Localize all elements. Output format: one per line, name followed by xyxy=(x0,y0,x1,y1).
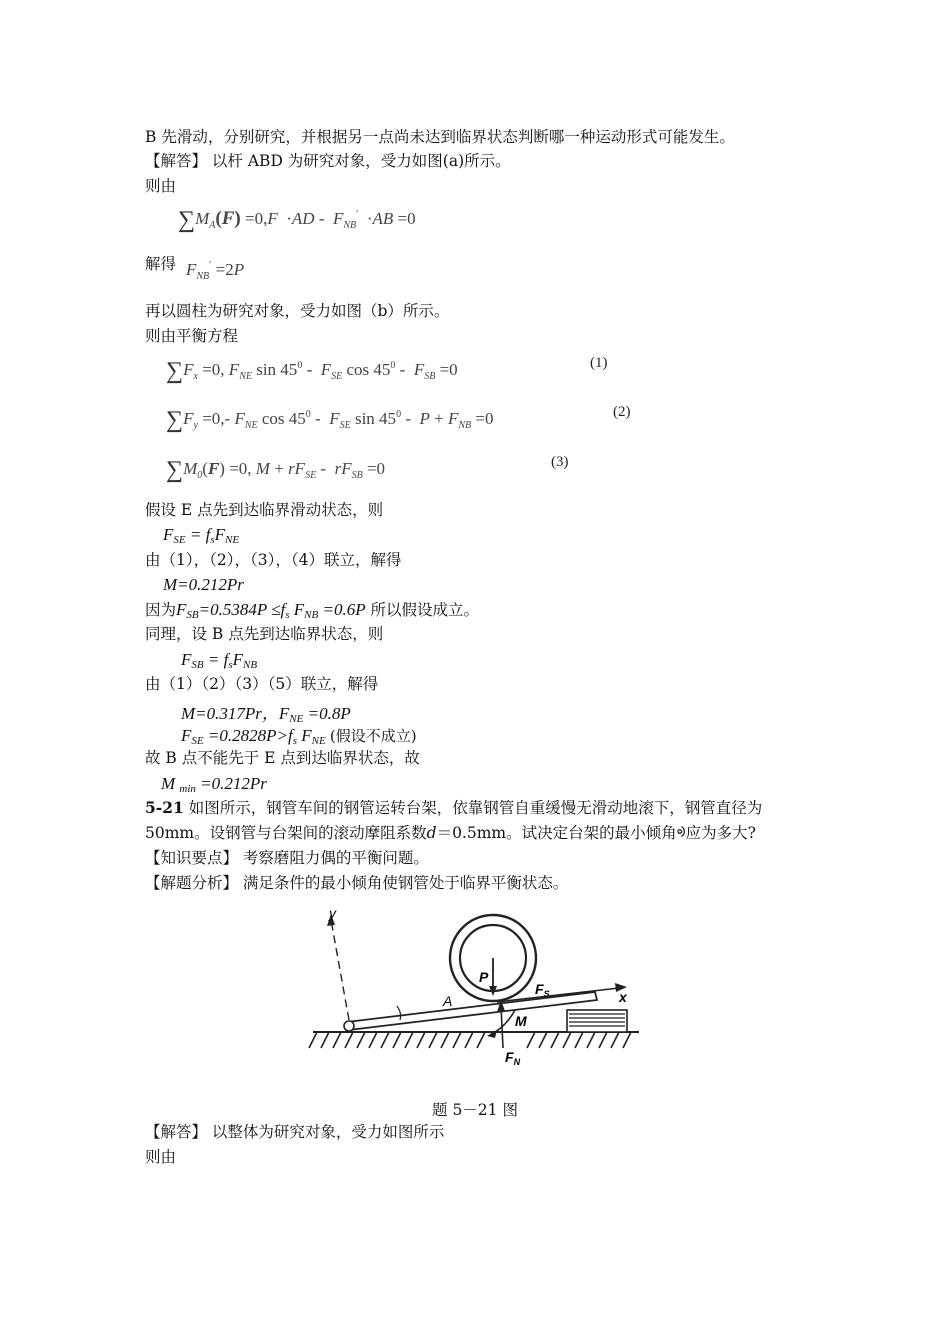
text-suffix: 所以假设成立。 xyxy=(370,601,480,619)
problem-statement xyxy=(145,798,762,818)
text-line: 则由 xyxy=(145,177,177,195)
text-line: 【知识要点】 考察磨阻力偶的平衡问题。 xyxy=(145,849,429,867)
label-M: M xyxy=(515,1013,527,1029)
label-y: y xyxy=(329,910,336,921)
equation-2: $\sum F_y =0,-$ $F_{NE}$ $\cos 45^0 - F_{SE}$ $\sin 45^0 - P + F_{NB} =0$ xyxy=(166,407,494,433)
text-line: 解得 xyxy=(145,255,177,273)
problem-number: 5-21 xyxy=(145,798,184,817)
label-A: A xyxy=(443,993,453,1009)
equation-moment-a: $\sum M_A(F) =0,F \cdot AD - F_{NB}' \cdot AB =0$ xyxy=(178,207,416,233)
text-line: 【解答】 以杆 ABD 为研究对象，受力如图(a)所示。 xyxy=(145,152,511,170)
text-line: 由（1）（2）（3）（5）联立，解得 xyxy=(145,675,379,693)
equation-3: $\sum M_0(F) =0$, $M + rF_{SE} - rF_{SB} =0$ xyxy=(166,457,386,483)
label-P: P xyxy=(479,969,489,985)
formula-m-result-2: M=0.317Pr，FNE =0.8P xyxy=(181,704,351,725)
text-line: 再以圆柱为研究对象，受力如图（b）所示。 xyxy=(145,302,450,320)
symbol-theta: ᢀ xyxy=(676,824,686,842)
label-Fn: $F_N$ xyxy=(505,1049,521,1067)
text-line: 同理，设 B 点先到达临界状态，则 xyxy=(145,625,384,643)
label-Fs: $F_S$ xyxy=(535,981,550,999)
inline-formula: FSB=0.5384P ≤fs FNB =0.6P xyxy=(176,600,366,621)
problem-text: 应为多大? xyxy=(685,824,756,842)
text-line: 故 B 点不能先于 E 点到达临界状态，故 xyxy=(145,749,420,767)
formula-fse-result: FSE =0.2828P>fs FNE (假设不成立) xyxy=(181,726,417,747)
equation-1: $\sum F_x =0$, $F_{NE}$ $\sin 45^0 - F_{SE}$ $\cos 45^0 - F_{SB} =0$ xyxy=(166,358,458,384)
formula-m-min: M min =0.212Pr xyxy=(161,774,267,795)
equation-number: (3) xyxy=(551,454,569,470)
text-line xyxy=(145,600,479,625)
text-line: 由（1），（2），（3），（4）联立，解得 xyxy=(145,551,402,569)
equation-number: (2) xyxy=(613,404,631,420)
note: (假设不成立) xyxy=(329,727,417,745)
problem-statement-cont xyxy=(145,823,756,843)
text-line: B 先滑动，分别研究，并根据另一点尚未达到临界状态判断哪一种运动形式可能发生。 xyxy=(145,128,735,146)
text-line: 【解答】 以整体为研究对象，受力如图所示 xyxy=(145,1123,445,1141)
symbol-d: d xyxy=(426,824,437,842)
text-line: 则由 xyxy=(145,1148,177,1166)
problem-text: 50mm。设钢管与台架间的滚动摩阻系数 xyxy=(145,824,427,842)
text-line: 【解题分析】 满足条件的最小倾角使钢管处于临界平衡状态。 xyxy=(145,874,569,892)
formula-fsb: FSB = fsFNB xyxy=(181,650,258,671)
problem-text: ＝0.5mm。试决定台架的最小倾角 xyxy=(436,824,677,842)
figure-5-21 xyxy=(305,910,645,1070)
text-line: 则由平衡方程 xyxy=(145,327,239,345)
equation-solution-fnb: $F_{NB}' =2P$ xyxy=(186,260,245,282)
formula-fse: FSE = fsFNE xyxy=(163,525,240,546)
problem-text: 如图所示，钢管车间的钢管运转台架，依靠钢管自重缓慢无滑动地滚下，钢管直径为 xyxy=(188,799,763,817)
equation-number: (1) xyxy=(590,355,608,371)
text-line: 假设 E 点先到达临界滑动状态，则 xyxy=(145,501,384,519)
figure-caption: 题 5－21 图 xyxy=(432,1101,518,1119)
text-prefix: 因为 xyxy=(145,601,177,619)
formula-m-result: M=0.212Pr xyxy=(163,575,244,594)
label-x: x xyxy=(619,989,627,1005)
